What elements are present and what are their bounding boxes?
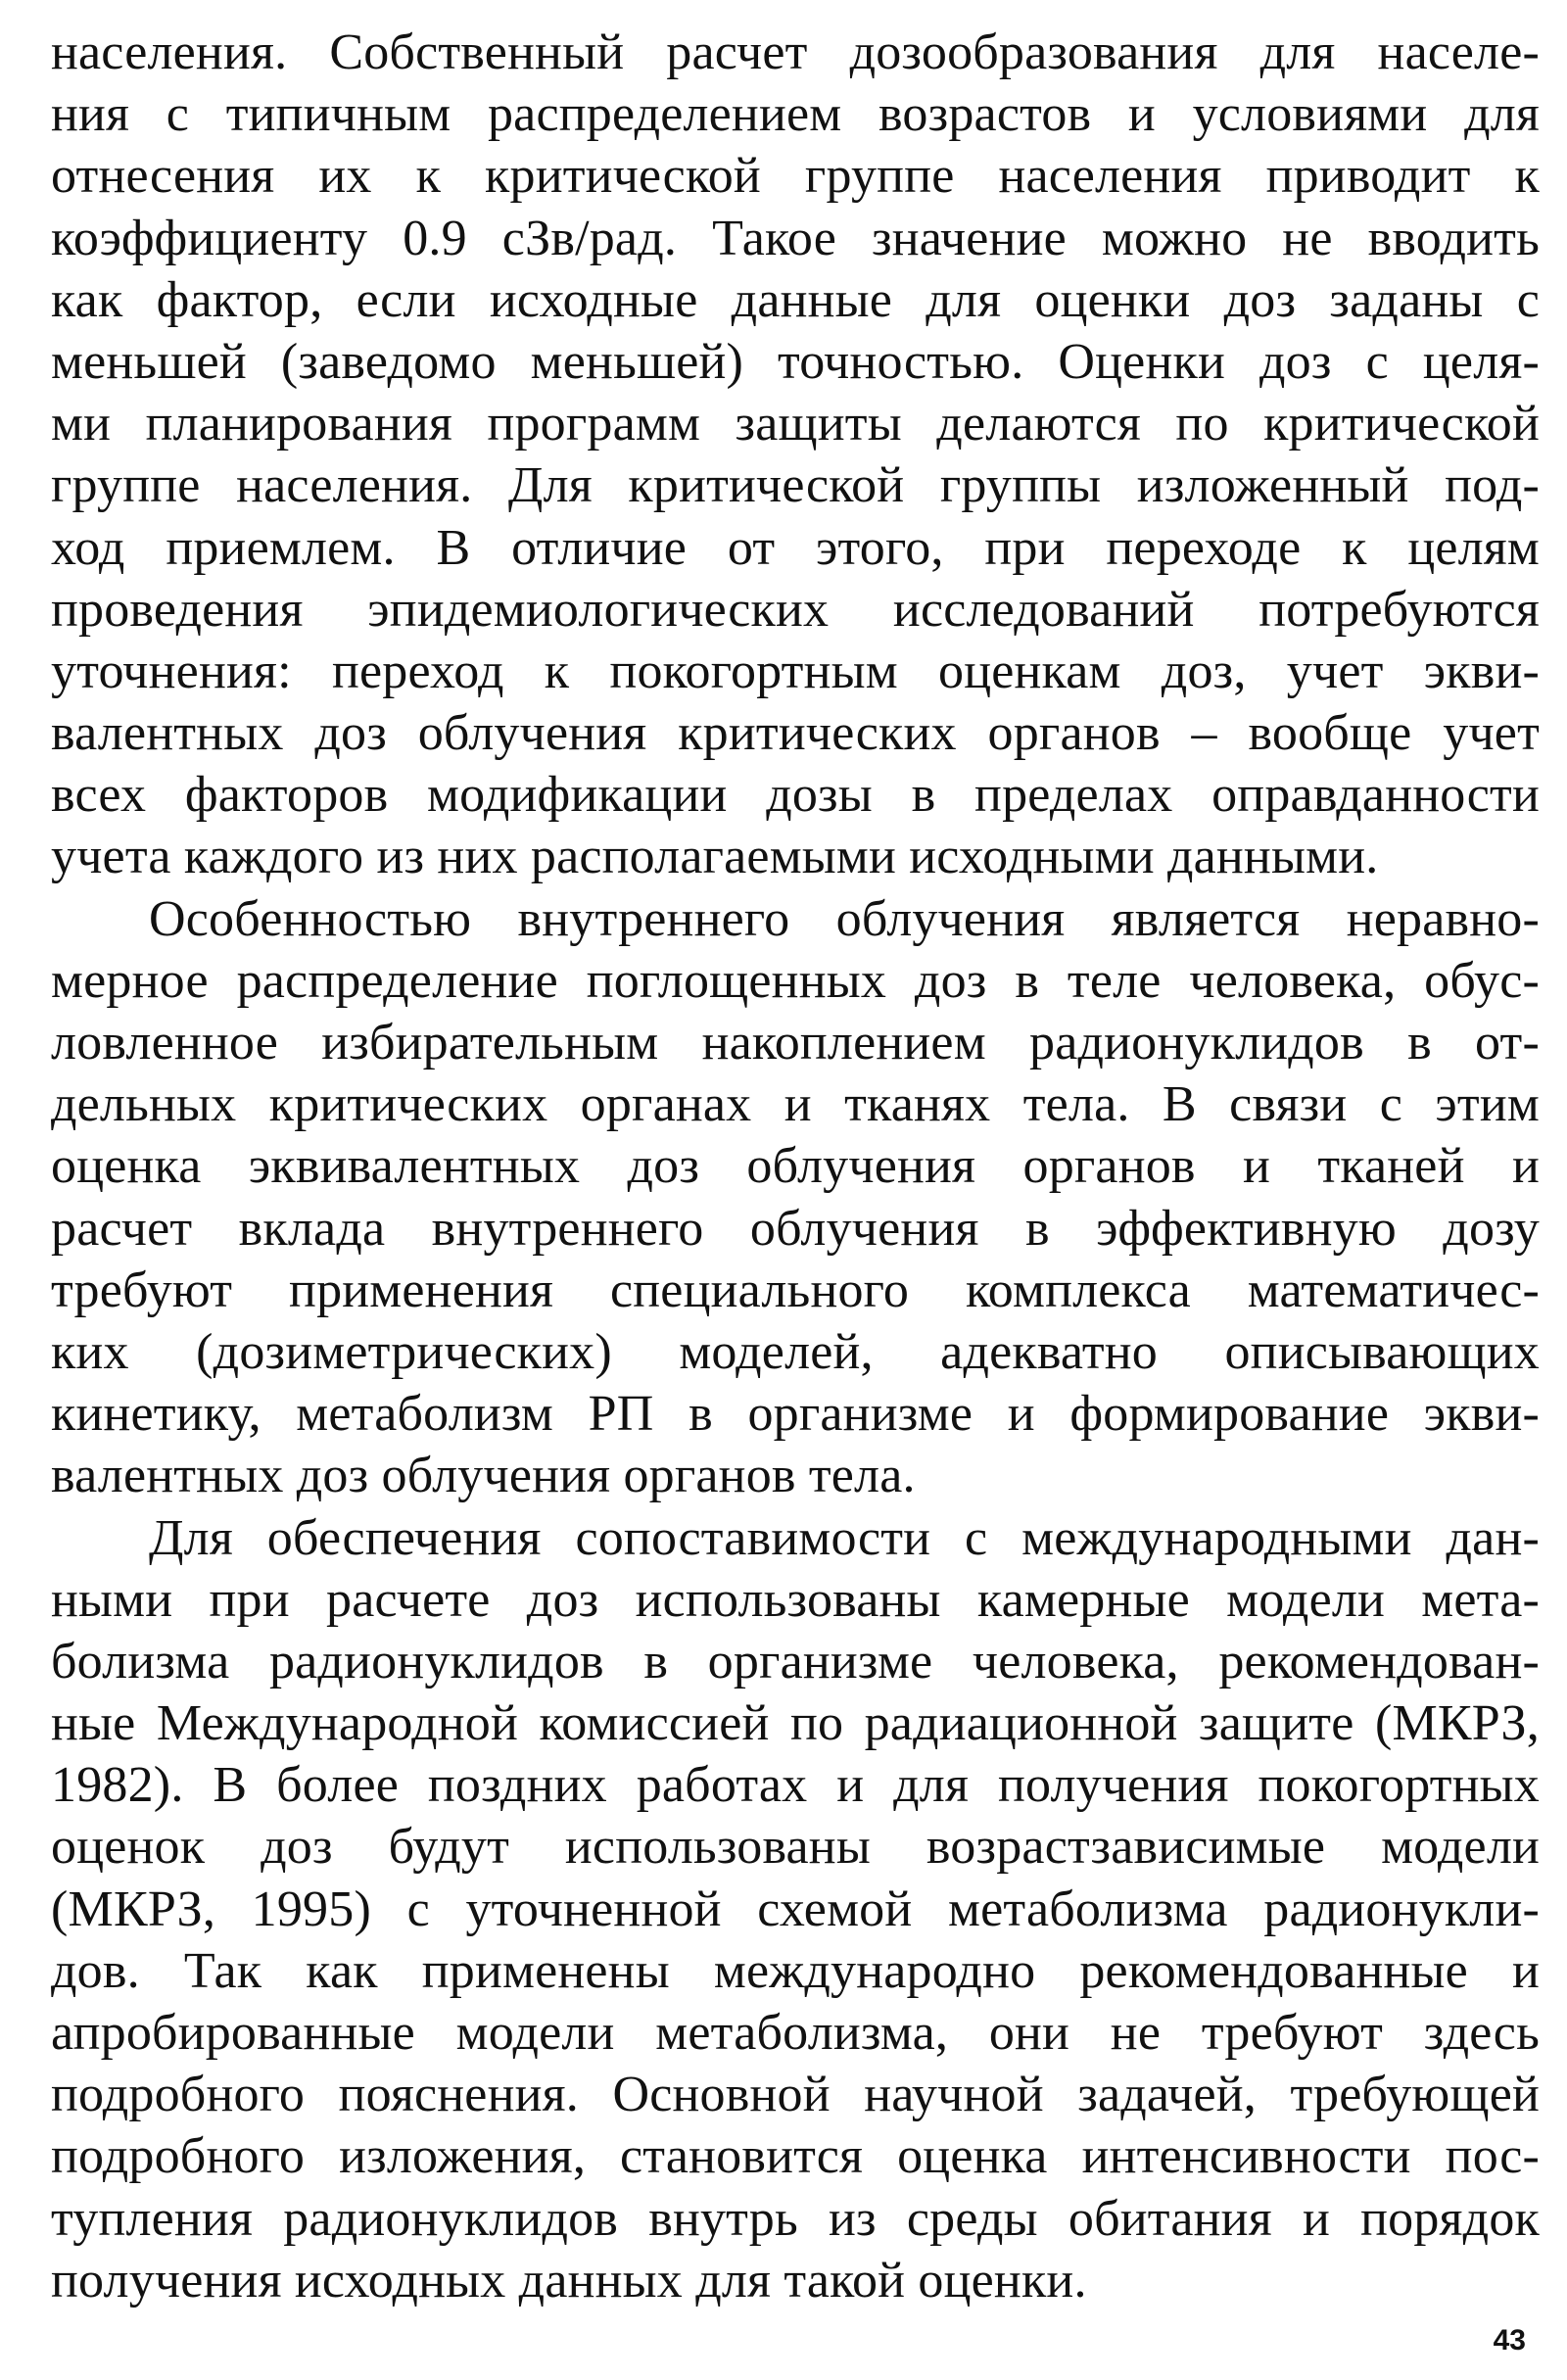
text-line: валентных доз облучения органов тела. [51, 1448, 916, 1504]
text-line: требуют применения специального комплекса математичес- [51, 1261, 1540, 1318]
paragraph-1 [51, 22, 1540, 888]
text-line: населения. Собственный расчет дозообразования для населе- [51, 24, 1540, 80]
page-number: 43 [1493, 2324, 1526, 2356]
text-line: Особенностью внутреннего облучения является неравно- [149, 890, 1540, 947]
text-line: апробированные модели метаболизма, они не требуют здесь [51, 2005, 1540, 2061]
text-line: получения исходных данных для такой оценки. [51, 2252, 1087, 2309]
text-line: ход приемлем. В отличие от этого, при переходе к целям [51, 519, 1540, 576]
text-line: ными при расчете доз использованы камерные модели мета- [51, 1571, 1540, 1628]
text-line: ми планирования программ защиты делаются по критической [51, 396, 1540, 452]
text-line: всех факторов модификации дозы в пределах оправданности [51, 767, 1540, 824]
text-line: ких (дозиметрических) моделей, адекватно описывающих [51, 1323, 1540, 1380]
text-line: учета каждого из них располагаемыми исходными данными. [51, 829, 1379, 885]
text-line: ловленное избирательным накоплением радионуклидов в от- [51, 1015, 1540, 1071]
text-line: мерное распределение поглощенных доз в теле человека, обус- [51, 952, 1540, 1009]
paragraph-3 [51, 1507, 1540, 2311]
text-line: подробного изложения, становится оценка интенсивности пос- [51, 2128, 1540, 2185]
text-line: расчет вклада внутреннего облучения в эффективную дозу [51, 1200, 1540, 1257]
text-line: дельных критических органах и тканях тела. В связи с этим [51, 1076, 1540, 1133]
text-line: дов. Так как применены международно рекомендованные и [51, 1942, 1540, 1999]
text-line: тупления радионуклидов внутрь из среды обитания и порядок [51, 2190, 1540, 2247]
text-line: проведения эпидемиологических исследований потребуются [51, 581, 1540, 638]
text-line: как фактор, если исходные данные для оценки доз заданы с [51, 271, 1540, 328]
text-line: Для обеспечения сопоставимости с международными дан- [149, 1509, 1540, 1566]
text-line: ния с типичным распределением возрастов и условиями для [51, 86, 1540, 143]
text-line: болизма радионуклидов в организме человека, рекомендован- [51, 1633, 1540, 1690]
text-line: коэффициенту 0.9 сЗв/рад. Такое значение можно не вводить [51, 210, 1540, 266]
text-line: группе населения. Для критической группы изложенный под- [51, 457, 1540, 514]
paragraph-2 [51, 888, 1540, 1507]
text-line: оценок доз будут использованы возрастзависимые модели [51, 1819, 1540, 1876]
text-line: уточнения: переход к покогортным оценкам доз, учет экви- [51, 643, 1540, 699]
text-line: меньшей (заведомо меньшей) точностью. Оценки доз с целя- [51, 333, 1540, 390]
text-line: кинетику, метаболизм РП в организме и формирование экви- [51, 1386, 1540, 1443]
text-line: валентных доз облучения критических органов – вообще учет [51, 705, 1540, 762]
text-line: ные Международной комиссией по радиационной защите (МКРЗ, [51, 1695, 1540, 1752]
text-line: (МКРЗ, 1995) с уточненной схемой метаболизма радионукли- [51, 1880, 1540, 1937]
text-line: отнесения их к критической группе населения приводит к [51, 148, 1540, 205]
text-line: 1982). В более поздних работах и для получения покогортных [51, 1757, 1540, 1814]
text-line: подробного пояснения. Основной научной задачей, требующей [51, 2067, 1540, 2123]
text-line: оценка эквивалентных доз облучения органов и тканей и [51, 1138, 1540, 1195]
page-text [51, 22, 1540, 2311]
